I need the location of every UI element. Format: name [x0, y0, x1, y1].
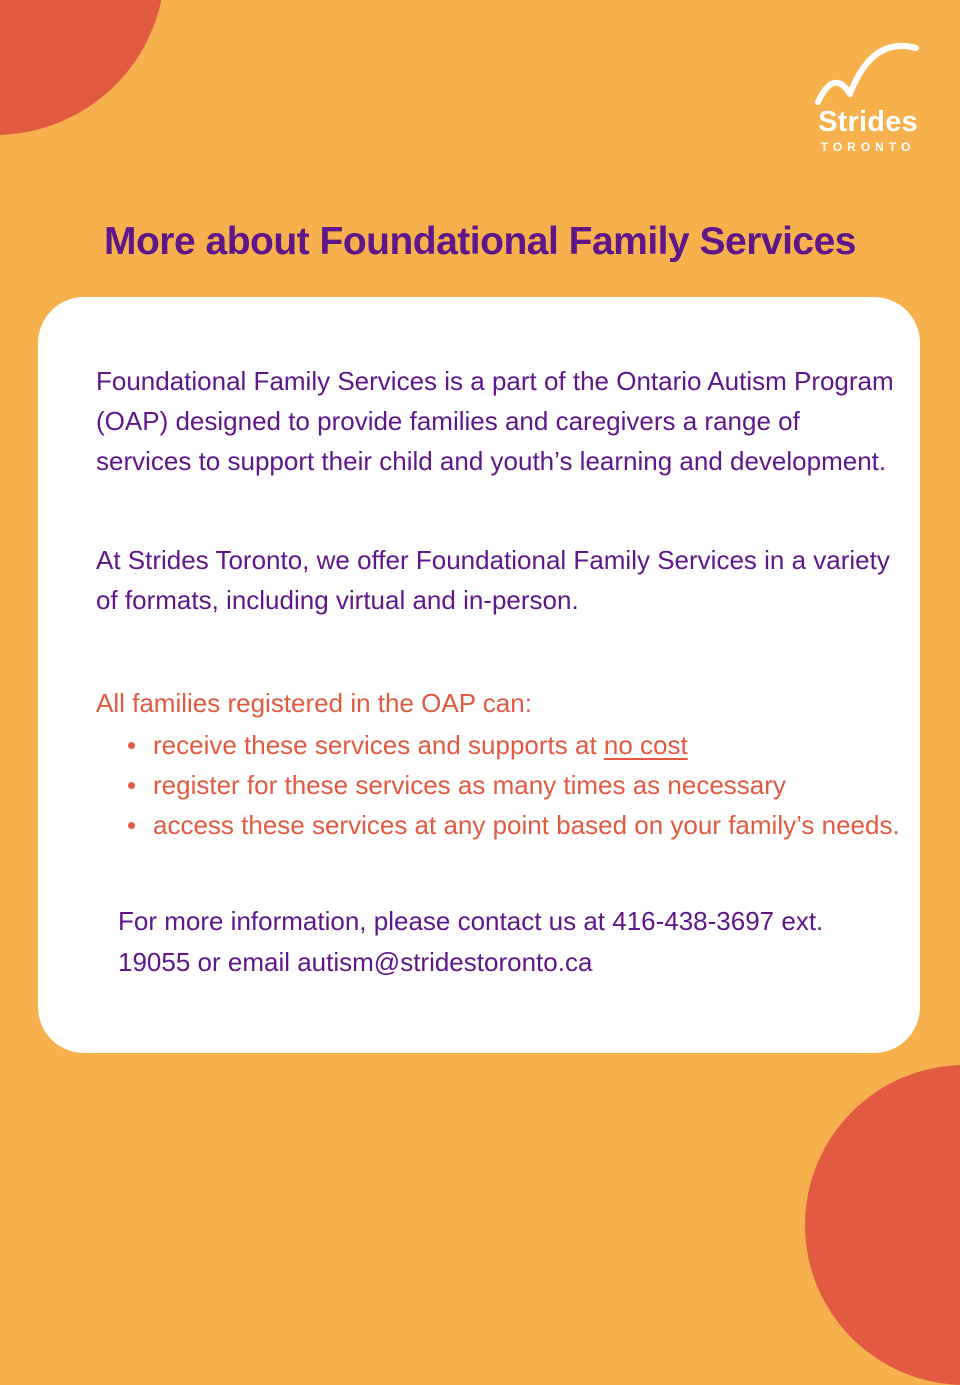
benefits-list: [126, 725, 906, 845]
bullet-dot-icon: [128, 742, 135, 749]
bullet-dot-icon: [128, 782, 135, 789]
no-cost-emphasis: no cost: [603, 730, 688, 760]
page-title: More about Foundational Family Services: [104, 220, 856, 263]
contact-info: For more information, please contact us at 416-438-3697 ext. 19055 or email autism@stridestoronto.ca: [118, 906, 824, 977]
intro-paragraph: Foundational Family Services is a part of the Ontario Autism Program (OAP) designed to provide families and caregivers a range of services to support their child and youth’s learning and development.: [96, 366, 894, 476]
logo-arc-icon: [808, 40, 928, 110]
list-item: [126, 805, 906, 845]
logo-wordmark: Strides: [818, 106, 918, 138]
logo-city: TORONTO: [820, 140, 916, 154]
formats-paragraph: At Strides Toronto, we offer Foundational Family Services in a variety of formats, including virtual and in-person.: [96, 545, 890, 615]
list-item-text: access these services at any point based on your family’s needs.: [153, 810, 900, 840]
list-item: [126, 725, 906, 765]
decorative-circle-top-left: [0, 0, 165, 135]
info-card: [38, 297, 920, 1053]
list-item: [126, 765, 906, 805]
list-item-text: receive these services and supports at: [153, 730, 604, 760]
list-item-text: register for these services as many times as necessary: [153, 770, 786, 800]
bullet-dot-icon: [128, 822, 135, 829]
list-intro: All families registered in the OAP can:: [96, 688, 532, 718]
strides-toronto-logo: [808, 40, 928, 160]
decorative-circle-bottom-right: [805, 1065, 960, 1385]
